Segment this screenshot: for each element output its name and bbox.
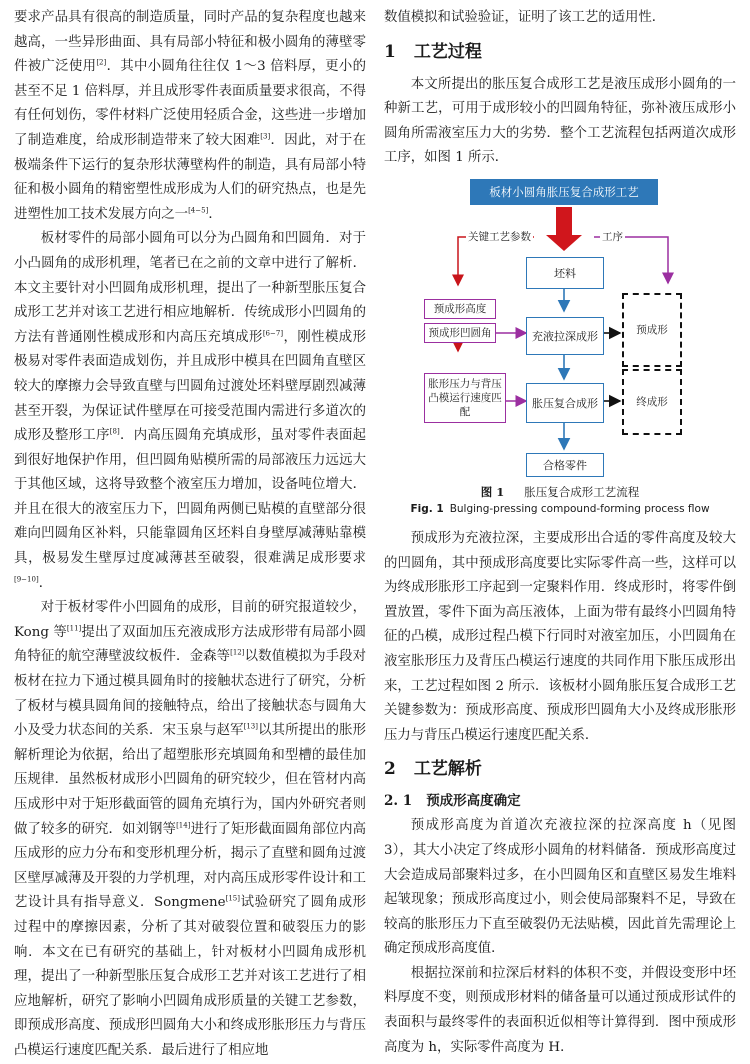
process-label: 工序	[602, 230, 623, 243]
red-arrow-icon	[556, 207, 572, 237]
figure-title: 板材小圆角胀压复合成形工艺	[470, 179, 658, 205]
paragraph: 对于板材零件小凹圆角的成形，目前的研究报道较少，Kong 等[11]提出了双面加压充液成形方法成形带有局部小圆角特征的航空薄壁波纹板件．金森等[12]以数值模拟为手段对板材在拉力下通过模具圆角时的接触状态进行了研究，分析了板材与模具圆角间的接触特点，给出了接触状态与圆角大小及受力状态间的关系．宋玉泉与赵军[13]以其所提出的胀形解析理论为依据，给出了超塑胀形充填圆角和型槽的最佳加压规律．虽然板材成形小凹圆角的研究较少，但在管材内高压成形中对于矩形截面管的圆角充填行为，国内外研究者则做了较多的研究．如刘钢等[14]进行了矩形截面圆角部位内高压成形的应力分布和变形机理分析，揭示了直壁和圆角过渡区壁厚减薄及开裂的力学机理，对内高压成形零件设计和工艺设计具有指导意义．Songmene[15]试验研究了圆角成形过程中的摩擦因素，分析了其对破裂位置和破裂压力的影响．本文在已有研究的基础上，针对板材小凹圆角成形机理，提出了一种新型胀压复合成形工艺并对该工艺进行了相应地解析，研究了影响小凹圆角成形质量的关键工艺参数，即预成形高度、预成形凹圆角大小和终成形胀形压力与背压凸模运行速度匹配关系．最后进行了相应地	[14, 600, 367, 1058]
right-column	[384, 6, 736, 1060]
paragraph: 预成形高度为首道次充液拉深的拉深高度 h（见图 3），其大小决定了终成形小圆角的材料储备．预成形高度过大会造成局部聚料过多，在小凹圆角区和直壁区易发生堆料起皱现象；预成形高度过小，则会使局部聚料不足，导致在较高的胀形压力下直至破裂仍无法贴模，因此首先需理论上确定预成形高度值．	[384, 818, 736, 957]
paragraph: 根据拉深前和拉深后材料的体积不变，并假设变形中坯料厚度不变，则预成形材料的储备量可以通过预成形试件的表面积与最终零件的表面积近似相等计算得到．图中预成形高度为 h，实际零件高度为 H．	[384, 965, 736, 1055]
key-params-label: 关键工艺参数	[468, 230, 531, 243]
final-part-box: 合格零件	[526, 453, 604, 477]
paragraph: 数值模拟和试验验证，证明了该工艺的适用性．	[384, 10, 666, 25]
blank-box: 坯料	[526, 257, 604, 289]
paragraph: 预成形为充液拉深，主要成形出合适的零件高度及较大的凹圆角，其中预成形高度要比实际零件高一些，这样可以为终成形胀形工序起到一定聚料作用．终成形时，将零件倒置放置，零件下面为高压液体，上面为带有最终小凹圆角特征的凸模，成形过程凸模下行同时对液室加压，小凹圆角在液室胀形压力及背压凸模运行速度的共同作用下胀压成形出来，工艺过程如图 2 所示．该板材小圆角胀压复合成形工艺关键参数为：预成形高度、预成形凹圆角大小及终成形胀形压力与背压凸模运行速度匹配关系．	[384, 530, 736, 743]
paragraph: 板材零件的局部小圆角可以分为凸圆角和凹圆角．对于小凸圆角的成形机理，笔者已在之前的文章中进行了解析．本文主要针对小凹圆角成形机理，提出了一种新型胀压复合成形工艺并对该工艺进行相应地解析．传统成形小凹圆角的方法有普通刚性模成形和内高压充填成形[6−7]，刚性模成形极易对零件表面造成划伤，并且成形中模具在凹圆角直壁区较大的摩擦力会导致直壁与凹圆角过渡处坯料壁厚剧烈减薄甚至开裂，为保证试件壁厚在可接受范围内需进行多道次的成形及整形工序[8]．内高压圆角充填成形，虽对零件表面起到很好地保护作用，但凹圆角贴模所需的局部液压力远远大于其他区域，这将导致整个液室压力增加，设备吨位增大．并且在很大的液室压力下，凹圆角两侧已贴模的直壁部分很难向凹圆角区补料，只能靠圆角区坯料自身壁厚减薄贴靠模具，极易发生壁厚过度减薄甚至破裂，很难满足成形要求[9−10]．	[14, 231, 367, 591]
final-stage: 终成形	[622, 369, 682, 435]
left-column	[14, 6, 366, 1064]
caption-en: Fig. 1 Bulging-pressing compound-forming process flow	[410, 502, 710, 515]
bulge-press-box: 胀压复合成形	[526, 383, 604, 423]
caption-cn: 图 1 胀压复合成形工艺流程	[480, 484, 640, 499]
paragraph: 要求产品具有很高的制造质量，同时产品的复杂程度也越来越高，一些异形曲面、具有局部小特征和极小圆角的薄壁零件被广泛使用[2]．其中小圆角往往仅 1～3 倍料厚，更小的甚至不足 1 倍料厚，并且成形零件表面质量要求很高，不得有任何划伤，零件材料广泛使用轻质合金，这些进一步增加了制造难度，给成形制造带来了较大困难[3]．因此，对于在极端条件下运行的复杂形状薄壁构件的制造，具有局部小特征和极小圆角的精密塑性成形成为人们的研究热点，也是先进塑性加工技术发展方向之一[4−5]．	[14, 10, 367, 222]
param-pre-height: 预成形高度	[424, 299, 496, 319]
subsection-heading: 2. 1 预成形高度确定	[384, 793, 521, 810]
process-flow-figure	[384, 177, 736, 527]
section-heading: 2 工艺解析	[384, 759, 482, 780]
paragraph: 本文所提出的胀压复合成形工艺是液压成形小圆角的一种新工艺，可用于成形较小的凹圆角特征，弥补液压成形小圆角所需液室压力大的劣势．整个工艺流程包括两道次成形工序，如图 1 所示．	[384, 76, 736, 166]
preform-stage: 预成形	[622, 293, 682, 367]
param-pre-fillet: 预成形凹圆角	[424, 323, 496, 343]
figure-caption	[384, 483, 736, 517]
param-pressure-speed: 胀形压力与背压凸模运行速度匹配	[424, 373, 506, 423]
deep-drawing-box: 充液拉深成形	[526, 317, 604, 355]
section-heading: 1 工艺过程	[384, 41, 482, 62]
